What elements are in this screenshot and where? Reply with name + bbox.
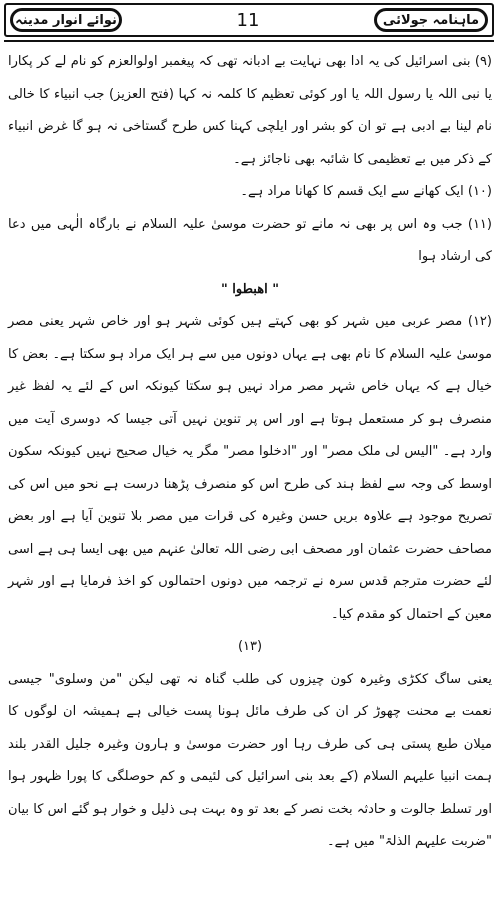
paragraph-12: (۱۲) مصر عربی میں شہر کو بھی کہتے ہیں کوئی شہر ہو اور خاص شہر یعنی مصر موسیٰ علیہ السلام کا نام بھی ہے یہاں دونوں میں سے ہر ایک مراد ہو سکتا ہے۔ بعض کا خیال ہے کہ یہاں خاص شہر مصر مراد نہیں ہو سکتا کیونکہ اس کے لئے یہ لفظ غیر منصرف ہو کر مستعمل ہوتا ہے اور اس پر تنوین نہیں آتی جیسا کہ دوسری آیت میں وارد ہے۔ "الیس لی ملک مصر" اور "ادخلوا مصر" مگر یہ خیال صحیح نہیں کیونکہ سکون اوسط کی وجہ سے لفظ ہند کی طرح اس کو منصرف پڑھنا درست ہے نحو میں اس کی تصریح موجود ہے علاوہ بریں حسن وغیرہ کی قرات میں مصر بلا تنوین آیا ہے اور بعض مصاحف حضرت عثمان اور مصحف ابی رضی اللہ تعالیٰ عنہم میں بھی ایسا ہی ہے اسی لئے حضرت مترجم قدس سرہ نے ترجمہ میں دونوں احتمالوں کو اخذ فرمایا ہے اور شہر معین کے احتمال کو مقدم کیا۔	[8, 314, 492, 622]
paragraph-11: (۱۱) جب وہ اس پر بھی نہ مانے تو حضرت موسیٰ علیہ السلام نے بارگاہ الٰہی میں دعا کی ارشاد ہوا	[8, 216, 492, 264]
page-header	[4, 3, 494, 37]
page-number: 11	[236, 9, 260, 31]
paragraph-13-heading: (۱۳)	[237, 639, 263, 654]
quranic-quote-ihbitu: " اهبطوا "	[221, 281, 279, 297]
magazine-title: ماہنامہ جولائی	[374, 8, 488, 32]
header-divider	[4, 40, 494, 42]
paragraph-13: یعنی ساگ ککڑی وغیرہ کون چیزوں کی طلب گناہ نہ تھی لیکن "من وسلوی" جیسی نعمت بے محنت چھوڑ کر ان کی طرف مائل ہونا پست خیالی ہے ہمیشہ ان لوگوں کا میلان طبع پستی ہی کی طرف رہا اور حضرت موسیٰ و ہارون وغیرہ جلیل القدر بلند ہمت انبیا علیہم السلام (کے بعد بنی اسرائیل کی لئیمی و کم حوصلگی کا پورا ظہور ہوا اور تسلط جالوت و حادثہ بخت نصر کے بعد تو وہ بہت ہی ذلیل و خوار ہو گئے اس کا بیان "ضربت علیہم الذلۃ" میں ہے۔	[8, 671, 492, 849]
magazine-section-title: نوائے انوار مدینہ	[10, 8, 122, 32]
paragraph-10: (۱۰) ایک کھانے سے ایک قسم کا کھانا مراد ہے۔	[240, 184, 492, 199]
article-body	[8, 46, 492, 904]
paragraph-9: (۹) بنی اسرائیل کی یہ ادا بھی نہایت بے ادبانہ تھی کہ پیغمبر اولوالعزم کو نام لے کر پکارا یا نبی اللہ یا رسول اللہ یا اور کوئی تعظیم کا کلمہ نہ کہا (فتح العزیز) جب انبیاء کا خالی نام لینا بے ادبی ہے تو ان کو بشر اور ایلچی کہنا کس طرح گستاخی نہ ہو گا غرض انبیاء کے ذکر میں بے تعظیمی کا شائبہ بھی ناجائز ہے۔	[8, 54, 492, 167]
